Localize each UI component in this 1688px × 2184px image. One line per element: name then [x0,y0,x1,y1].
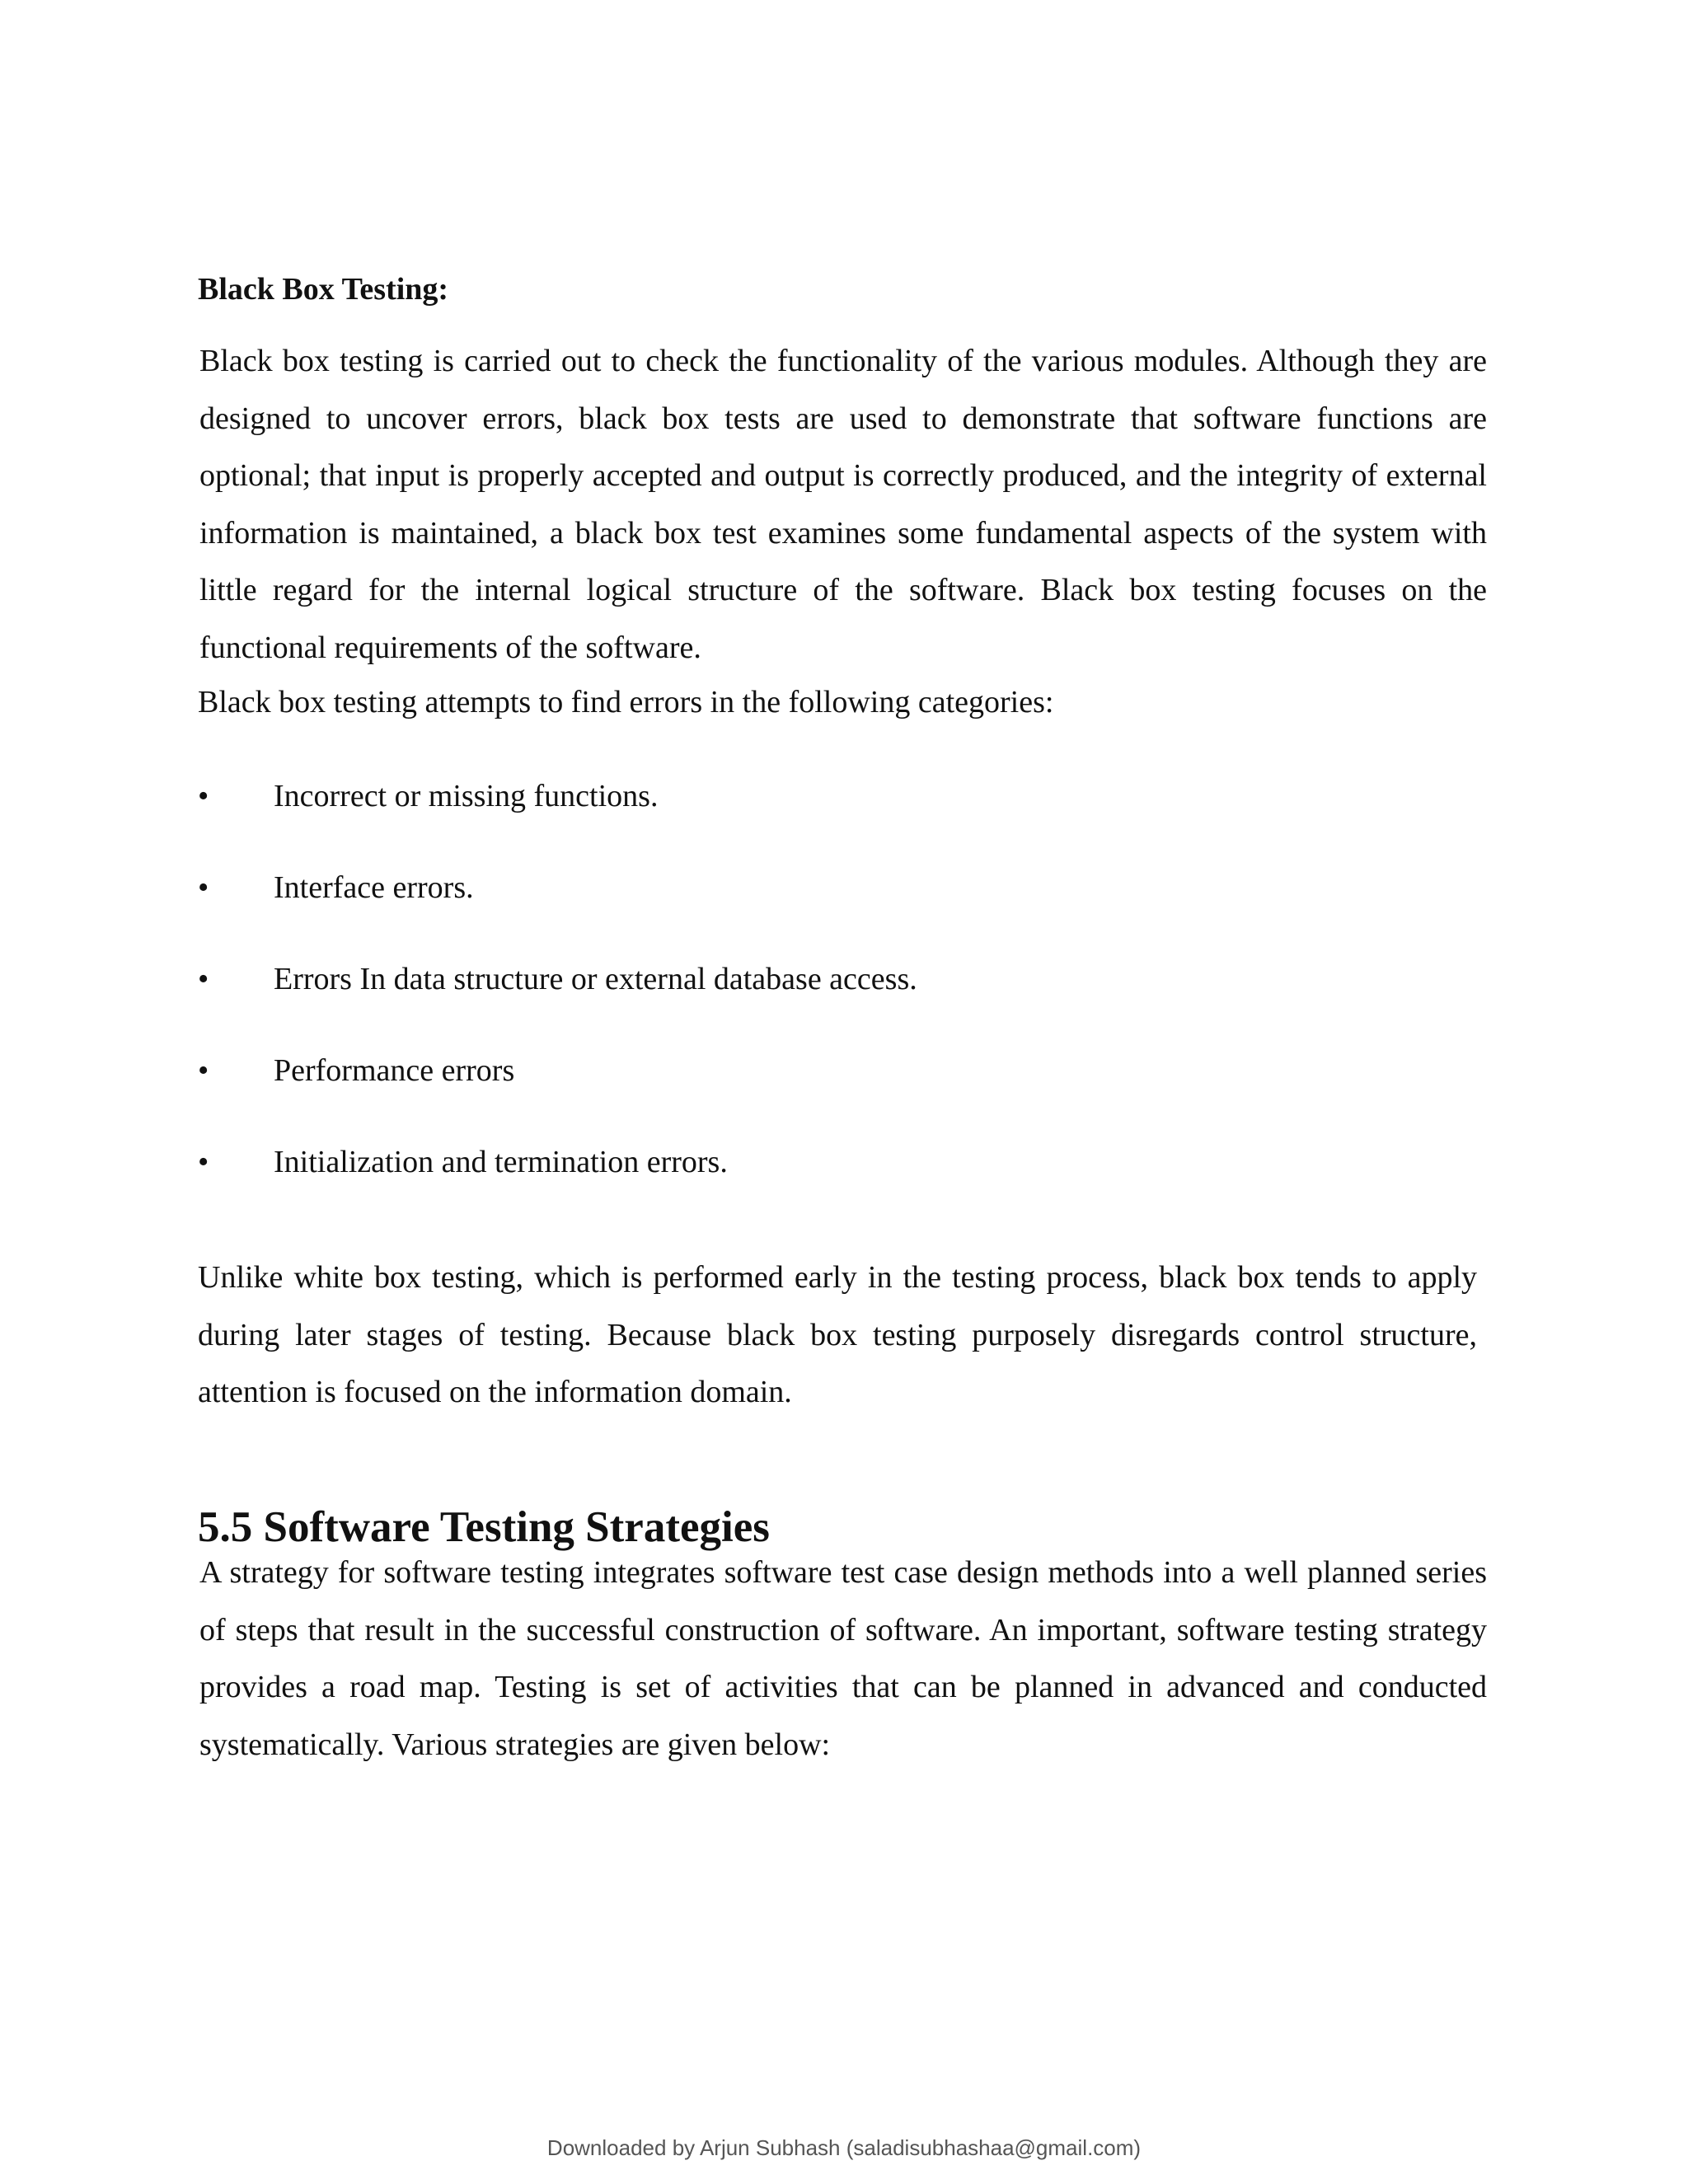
bullet-icon: • [198,962,209,996]
black-box-description-paragraph: Black box testing is carried out to check the functionality of the various modules. Although they are designed to uncover errors, black box tests are used to demonstrate that software functions are optional; that input is properly accepted and output is correctly produced, and the integrity of external information is maintained, a black box test examines some fundamental aspects of the system with little regard for the internal logical structure of the software. Black box testing focuses on the functional requirements of the software. [199,344,1487,665]
bullet-icon: • [198,1053,209,1088]
list-item-text: Incorrect or missing functions. [274,779,659,813]
bullet-icon: • [198,1145,209,1179]
testing-strategies-paragraph: A strategy for software testing integrates software test case design methods into a well planned series of steps that result in the successful construction of software. An important, software testing strategy provides a road map. Testing is set of activities that can be planned in advanced and conducted systematically. Various strategies are given below: [199,1555,1487,1762]
list-item-text: Initialization and termination errors. [274,1145,728,1179]
section-title-testing-strategies: 5.5 Software Testing Strategies [198,1503,770,1551]
white-box-comparison-paragraph: Unlike white box testing, which is performed early in the testing process, black box tends to apply during later stages of testing. Because black box testing purposely disregards control structure, attention is focused on the information domain. [198,1260,1477,1409]
black-box-testing-heading: Black Box Testing: [198,272,449,307]
list-item-text: Interface errors. [274,870,474,905]
bullet-icon: • [198,870,209,905]
download-footer: Downloaded by Arjun Subhash (saladisubhashaa@gmail.com) [546,2135,1142,2160]
error-categories-intro: Black box testing attempts to find errors in the following categories: [198,685,1054,719]
list-item-text: Errors In data structure or external database access. [274,962,917,996]
list-item-text: Performance errors [274,1053,515,1088]
bullet-icon: • [198,779,209,813]
